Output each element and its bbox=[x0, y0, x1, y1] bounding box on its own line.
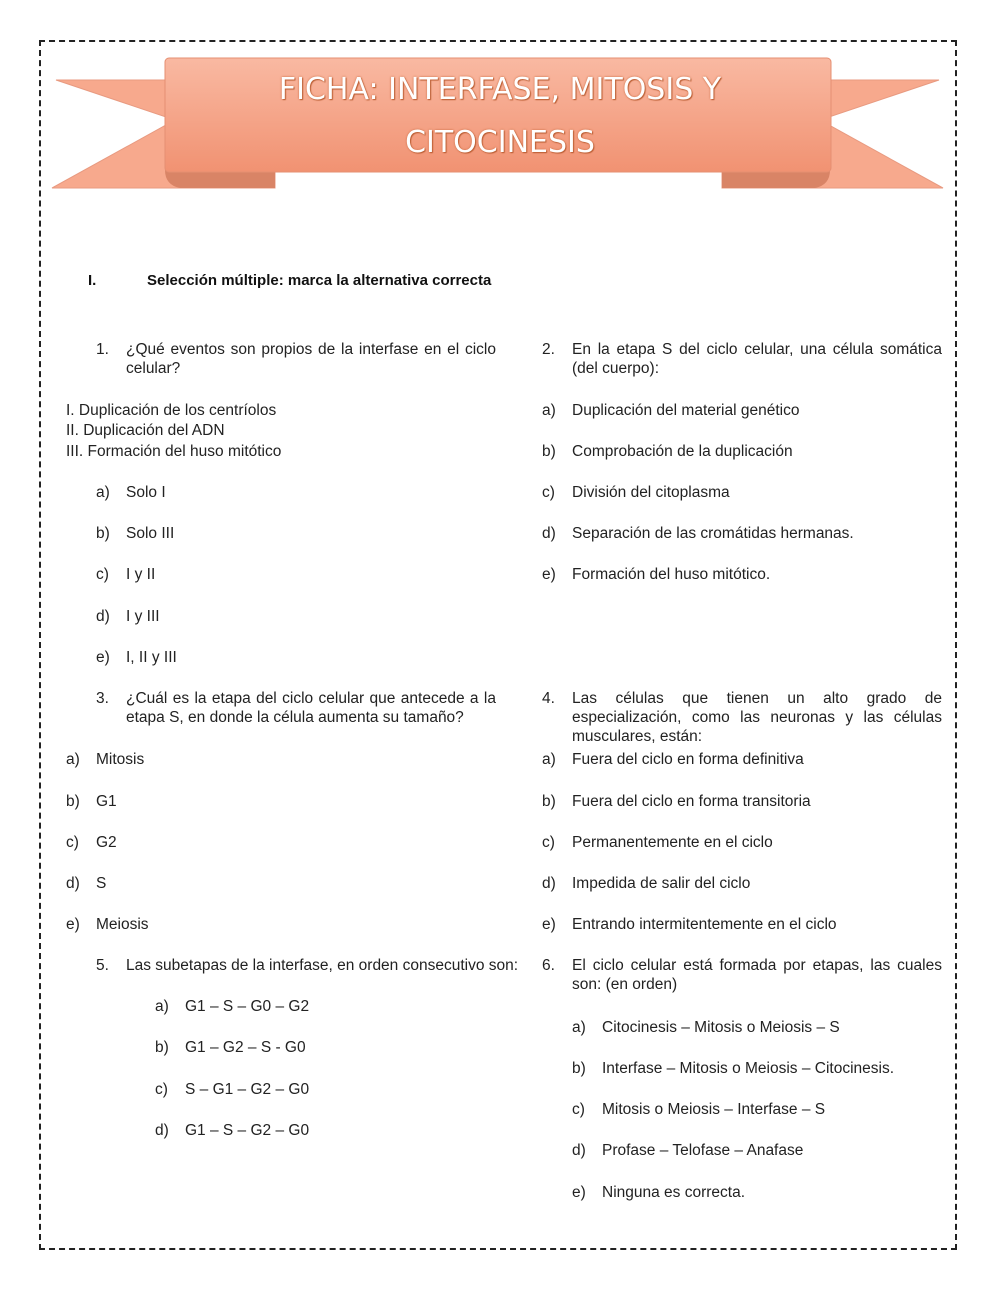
q6-option-c[interactable]: Mitosis o Meiosis – Interfase – S bbox=[602, 1101, 826, 1118]
q1-option-d-letter: d) bbox=[96, 608, 110, 625]
q1-option-c-letter: c) bbox=[96, 566, 109, 583]
q2-option-d[interactable]: Separación de las cromátidas hermanas. bbox=[572, 525, 854, 542]
q4-option-e[interactable]: Entrando intermitentemente en el ciclo bbox=[572, 916, 837, 933]
q1-option-e[interactable]: I, II y III bbox=[126, 649, 177, 666]
q4-option-e-letter: e) bbox=[542, 916, 556, 933]
section-number: I. bbox=[88, 272, 97, 289]
q3-option-a[interactable]: Mitosis bbox=[96, 751, 145, 768]
q5-option-d[interactable]: G1 – S – G2 – G0 bbox=[185, 1122, 310, 1139]
q3-option-d[interactable]: S bbox=[96, 875, 107, 892]
q3-option-e[interactable]: Meiosis bbox=[96, 916, 149, 933]
q6-option-a[interactable]: Citocinesis – Mitosis o Meiosis – S bbox=[602, 1019, 840, 1036]
question-6-number: 6. bbox=[542, 957, 555, 974]
question-2-text: En la etapa S del ciclo celular, una célula somática (del cuerpo): bbox=[572, 341, 942, 377]
q1-statement-2: II. Duplicación del ADN bbox=[66, 422, 225, 439]
q1-statement-1: I. Duplicación de los centríolos bbox=[66, 402, 277, 419]
q2-option-d-letter: d) bbox=[542, 525, 556, 542]
q4-option-d[interactable]: Impedida de salir del ciclo bbox=[572, 875, 751, 892]
q4-option-b[interactable]: Fuera del ciclo en forma transitoria bbox=[572, 793, 811, 810]
q2-option-e-letter: e) bbox=[542, 566, 556, 583]
q6-option-b[interactable]: Interfase – Mitosis o Meiosis – Citocinesis. bbox=[602, 1060, 895, 1077]
q2-option-a-letter: a) bbox=[542, 402, 556, 419]
q1-option-d[interactable]: I y III bbox=[126, 608, 160, 625]
q3-option-c-letter: c) bbox=[66, 834, 79, 851]
q4-option-d-letter: d) bbox=[542, 875, 556, 892]
page-title-line-2: CITOCINESIS bbox=[405, 125, 595, 160]
q1-option-a[interactable]: Solo I bbox=[126, 484, 166, 501]
question-4-text: Las células que tienen un alto grado de especialización, como las neuronas y las células musculares, están: bbox=[572, 690, 942, 745]
q3-option-d-letter: d) bbox=[66, 875, 80, 892]
q5-option-a[interactable]: G1 – S – G0 – G2 bbox=[185, 998, 310, 1015]
q2-option-c[interactable]: División del citoplasma bbox=[572, 484, 730, 501]
q4-option-c[interactable]: Permanentemente en el ciclo bbox=[572, 834, 773, 851]
q1-option-b[interactable]: Solo III bbox=[126, 525, 175, 542]
q6-option-e[interactable]: Ninguna es correcta. bbox=[602, 1184, 746, 1201]
q2-option-a[interactable]: Duplicación del material genético bbox=[572, 402, 800, 419]
q2-option-e[interactable]: Formación del huso mitótico. bbox=[572, 566, 771, 583]
q3-option-a-letter: a) bbox=[66, 751, 80, 768]
q3-option-e-letter: e) bbox=[66, 916, 80, 933]
question-4-number: 4. bbox=[542, 690, 555, 707]
section-instructions: Selección múltiple: marca la alternativa correcta bbox=[147, 272, 492, 289]
q6-option-a-letter: a) bbox=[572, 1019, 586, 1036]
question-5-text: Las subetapas de la interfase, en orden consecutivo son: bbox=[126, 957, 519, 974]
question-2-number: 2. bbox=[542, 341, 555, 358]
q4-option-a-letter: a) bbox=[542, 751, 556, 768]
q2-option-c-letter: c) bbox=[542, 484, 555, 501]
question-3-number: 3. bbox=[96, 690, 109, 707]
q6-option-d[interactable]: Profase – Telofase – Anafase bbox=[602, 1142, 804, 1159]
q4-option-c-letter: c) bbox=[542, 834, 555, 851]
q6-option-b-letter: b) bbox=[572, 1060, 586, 1077]
question-3-text: ¿Cuál es la etapa del ciclo celular que antecede a la etapa S, en donde la célula aumenta su tamaño? bbox=[126, 690, 496, 726]
q5-option-b[interactable]: G1 – G2 – S - G0 bbox=[185, 1039, 306, 1056]
q1-option-b-letter: b) bbox=[96, 525, 110, 542]
q5-option-c-letter: c) bbox=[155, 1081, 168, 1098]
q2-option-b[interactable]: Comprobación de la duplicación bbox=[572, 443, 793, 460]
q6-option-c-letter: c) bbox=[572, 1101, 585, 1118]
q3-option-b-letter: b) bbox=[66, 793, 80, 810]
q1-statement-3: III. Formación del huso mitótico bbox=[66, 443, 282, 460]
q6-option-e-letter: e) bbox=[572, 1184, 586, 1201]
q5-option-a-letter: a) bbox=[155, 998, 169, 1015]
q1-option-c[interactable]: I y II bbox=[126, 566, 156, 583]
q4-option-b-letter: b) bbox=[542, 793, 556, 810]
q5-option-d-letter: d) bbox=[155, 1122, 169, 1139]
q4-option-a[interactable]: Fuera del ciclo en forma definitiva bbox=[572, 751, 804, 768]
question-1-number: 1. bbox=[96, 341, 109, 358]
q3-option-c[interactable]: G2 bbox=[96, 834, 117, 851]
q1-option-a-letter: a) bbox=[96, 484, 110, 501]
page-title-line-1: FICHA: INTERFASE, MITOSIS Y bbox=[278, 72, 722, 107]
q5-option-c[interactable]: S – G1 – G2 – G0 bbox=[185, 1081, 310, 1098]
q6-option-d-letter: d) bbox=[572, 1142, 586, 1159]
q3-option-b[interactable]: G1 bbox=[96, 793, 117, 810]
question-6-text: El ciclo celular está formada por etapas, las cuales son: (en orden) bbox=[572, 957, 942, 993]
question-5-number: 5. bbox=[96, 957, 109, 974]
q1-option-e-letter: e) bbox=[96, 649, 110, 666]
question-1-text: ¿Qué eventos son propios de la interfase en el ciclo celular? bbox=[126, 341, 496, 377]
q5-option-b-letter: b) bbox=[155, 1039, 169, 1056]
q2-option-b-letter: b) bbox=[542, 443, 556, 460]
